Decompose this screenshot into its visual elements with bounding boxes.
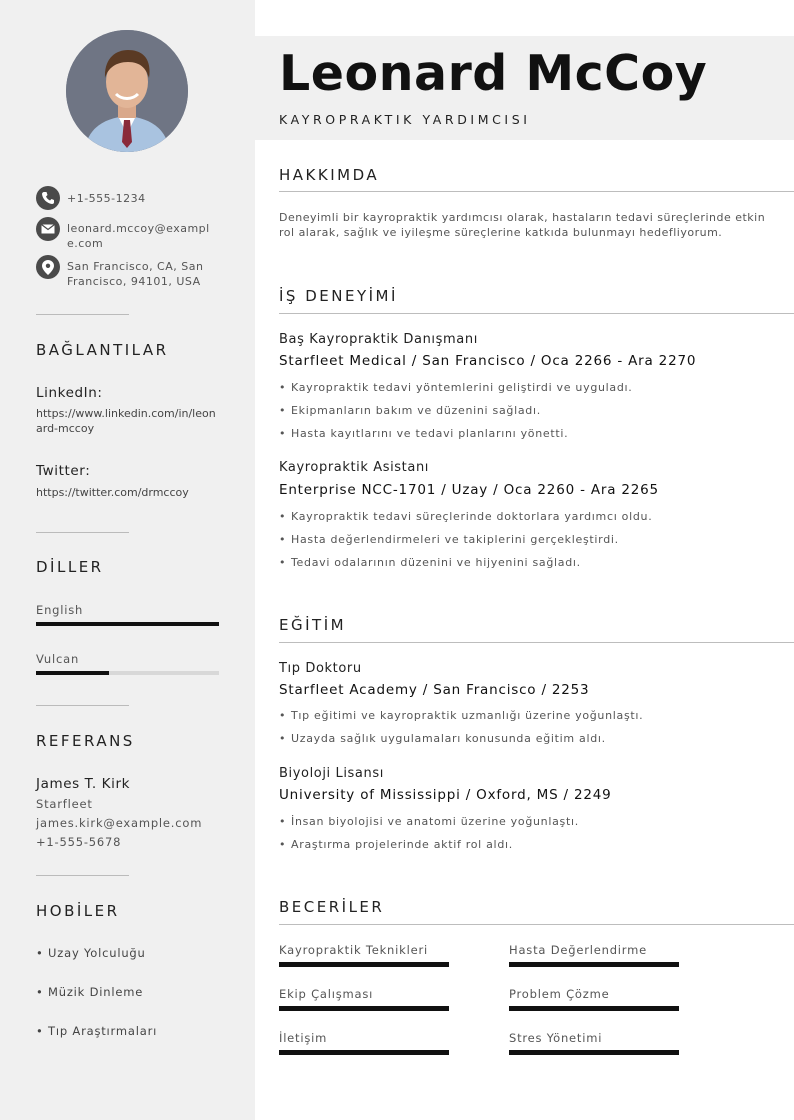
contact-email (36, 217, 217, 251)
education-bullet: • Uzayda sağlık uygulamaları konusunda eğitim aldı. (279, 732, 606, 745)
divider (36, 705, 129, 706)
skill-level-bar (279, 1050, 449, 1055)
skill-name: Problem Çözme (509, 987, 610, 1001)
section-divider (279, 642, 794, 643)
job-bullet-text: Kayropraktik tedavi yöntemlerini geliştirdi ve uyguladı. (291, 381, 633, 394)
job-bullet: • Kayropraktik tedavi süreçlerinde doktorlara yardımcı oldu. (279, 510, 653, 523)
profile-photo (66, 30, 188, 152)
candidate-title: KAYROPRAKTIK YARDIMCISI (279, 112, 531, 127)
skill-name: Ekip Çalışması (279, 987, 374, 1001)
education-subtitle: Starfleet Academy / San Francisco / 2253 (279, 682, 590, 698)
job-title: Baş Kayropraktik Danışmanı (279, 332, 478, 347)
candidate-name: Leonard McCoy (279, 45, 708, 102)
twitter-link[interactable]: https://twitter.com/drmccoy (36, 486, 189, 499)
job-bullet-text: Hasta değerlendirmeleri ve takiplerini gerçekleştirdi. (291, 533, 619, 546)
about-text: Deneyimli bir kayropraktik yardımcısı olarak, hastaların tedavi süreçlerinde etkin rol alarak, sağlık ve iyileşme süreçlerine katkıda bulunmayı hedefliyorum. (279, 211, 766, 239)
education-title: Biyoloji Lisansı (279, 766, 384, 781)
education-bullet: • İnsan biyolojisi ve anatomi üzerine yoğunlaştı. (279, 815, 579, 828)
job-bullet-text: Hasta kayıtlarını ve tedavi planlarını yönetti. (291, 427, 569, 440)
skills-heading: BECERİLER (279, 898, 385, 916)
reference-name: James T. Kirk (36, 776, 131, 792)
section-divider (279, 924, 794, 925)
skill-level-bar (279, 962, 449, 967)
job-bullet-text: Ekipmanların bakım ve düzenini sağladı. (291, 404, 541, 417)
divider (36, 314, 129, 315)
section-divider (279, 313, 794, 314)
skill-level-bar (509, 1006, 679, 1011)
reference-company: Starfleet (36, 797, 93, 811)
job-title: Kayropraktik Asistanı (279, 460, 429, 475)
divider (36, 532, 129, 533)
skill-level-bar (509, 962, 679, 967)
linkedin-link[interactable]: https://www.linkedin.com/in/leonard-mccoy (36, 407, 216, 435)
divider (36, 875, 129, 876)
education-subtitle: University of Mississippi / Oxford, MS / 2249 (279, 787, 612, 803)
hobby-item: • Müzik Dinleme (36, 985, 144, 999)
links-heading: BAĞLANTILAR (36, 341, 169, 359)
skill-name: Hasta Değerlendirme (509, 943, 647, 957)
job-subtitle: Starfleet Medical / San Francisco / Oca 2266 - Ara 2270 (279, 353, 697, 369)
language-level-fill (36, 622, 219, 626)
skill-level-bar (509, 1050, 679, 1055)
language-name: Vulcan (36, 652, 80, 666)
contact-phone-text: +1-555-1234 (67, 192, 146, 205)
job-bullet-text: Kayropraktik tedavi süreçlerinde doktorlara yardımcı oldu. (291, 510, 653, 523)
skill-name: Stres Yönetimi (509, 1031, 603, 1045)
linkedin-label: LinkedIn: (36, 385, 103, 401)
skill-level-bar (279, 1006, 449, 1011)
education-bullet-text: Araştırma projelerinde aktif rol aldı. (291, 838, 513, 851)
reference-email[interactable]: james.kirk@example.com (36, 816, 203, 830)
education-bullet: • Araştırma projelerinde aktif rol aldı. (279, 838, 513, 851)
experience-heading: İŞ DENEYİMİ (279, 287, 398, 305)
twitter-label: Twitter: (36, 463, 91, 479)
language-level-fill (36, 671, 109, 675)
education-bullet-text: Uzayda sağlık uygulamaları konusunda eğitim aldı. (291, 732, 606, 745)
job-bullet-text: Tedavi odalarının düzenini ve hijyenini sağladı. (291, 556, 581, 569)
education-bullet: • Tıp eğitimi ve kayropraktik uzmanlığı üzerine yoğunlaştı. (279, 709, 644, 722)
education-bullet-text: İnsan biyolojisi ve anatomi üzerine yoğunlaştı. (291, 815, 579, 828)
contact-address (36, 255, 207, 289)
job-bullet: • Hasta değerlendirmeleri ve takiplerini gerçekleştirdi. (279, 533, 619, 546)
hobby-item: • Uzay Yolculuğu (36, 946, 146, 960)
about-heading: HAKKIMDA (279, 166, 380, 184)
skill-name: Kayropraktik Teknikleri (279, 943, 428, 957)
section-divider (279, 191, 794, 192)
reference-phone: +1-555-5678 (36, 835, 122, 849)
phone-icon (36, 186, 60, 210)
language-level-bar (36, 622, 219, 626)
languages-heading: DİLLER (36, 558, 104, 576)
job-bullet: • Hasta kayıtlarını ve tedavi planlarını yönetti. (279, 427, 569, 440)
language-level-bar (36, 671, 219, 675)
sidebar (0, 0, 255, 1120)
mail-icon (36, 217, 60, 241)
education-heading: EĞİTİM (279, 616, 347, 634)
location-icon (36, 255, 60, 279)
reference-heading: REFERANS (36, 732, 135, 750)
job-bullet: • Tedavi odalarının düzenini ve hijyenini sağladı. (279, 556, 581, 569)
job-bullet: • Kayropraktik tedavi yöntemlerini geliştirdi ve uyguladı. (279, 381, 633, 394)
main-content (255, 0, 794, 1120)
job-bullet: • Ekipmanların bakım ve düzenini sağladı. (279, 404, 541, 417)
education-title: Tıp Doktoru (279, 661, 362, 676)
education-bullet-text: Tıp eğitimi ve kayropraktik uzmanlığı üzerine yoğunlaştı. (291, 709, 644, 722)
skill-name: İletişim (279, 1031, 328, 1045)
hobby-item: • Tıp Araştırmaları (36, 1024, 158, 1038)
hobbies-heading: HOBİLER (36, 902, 120, 920)
language-name: English (36, 603, 84, 617)
person-avatar-icon (66, 30, 188, 152)
contact-address-text: San Francisco, CA, San Francisco, 94101, USA (67, 260, 204, 288)
job-subtitle: Enterprise NCC-1701 / Uzay / Oca 2260 - Ara 2265 (279, 482, 659, 498)
contact-phone (36, 186, 217, 210)
contact-email-text[interactable]: leonard.mccoy@example.com (67, 222, 210, 250)
